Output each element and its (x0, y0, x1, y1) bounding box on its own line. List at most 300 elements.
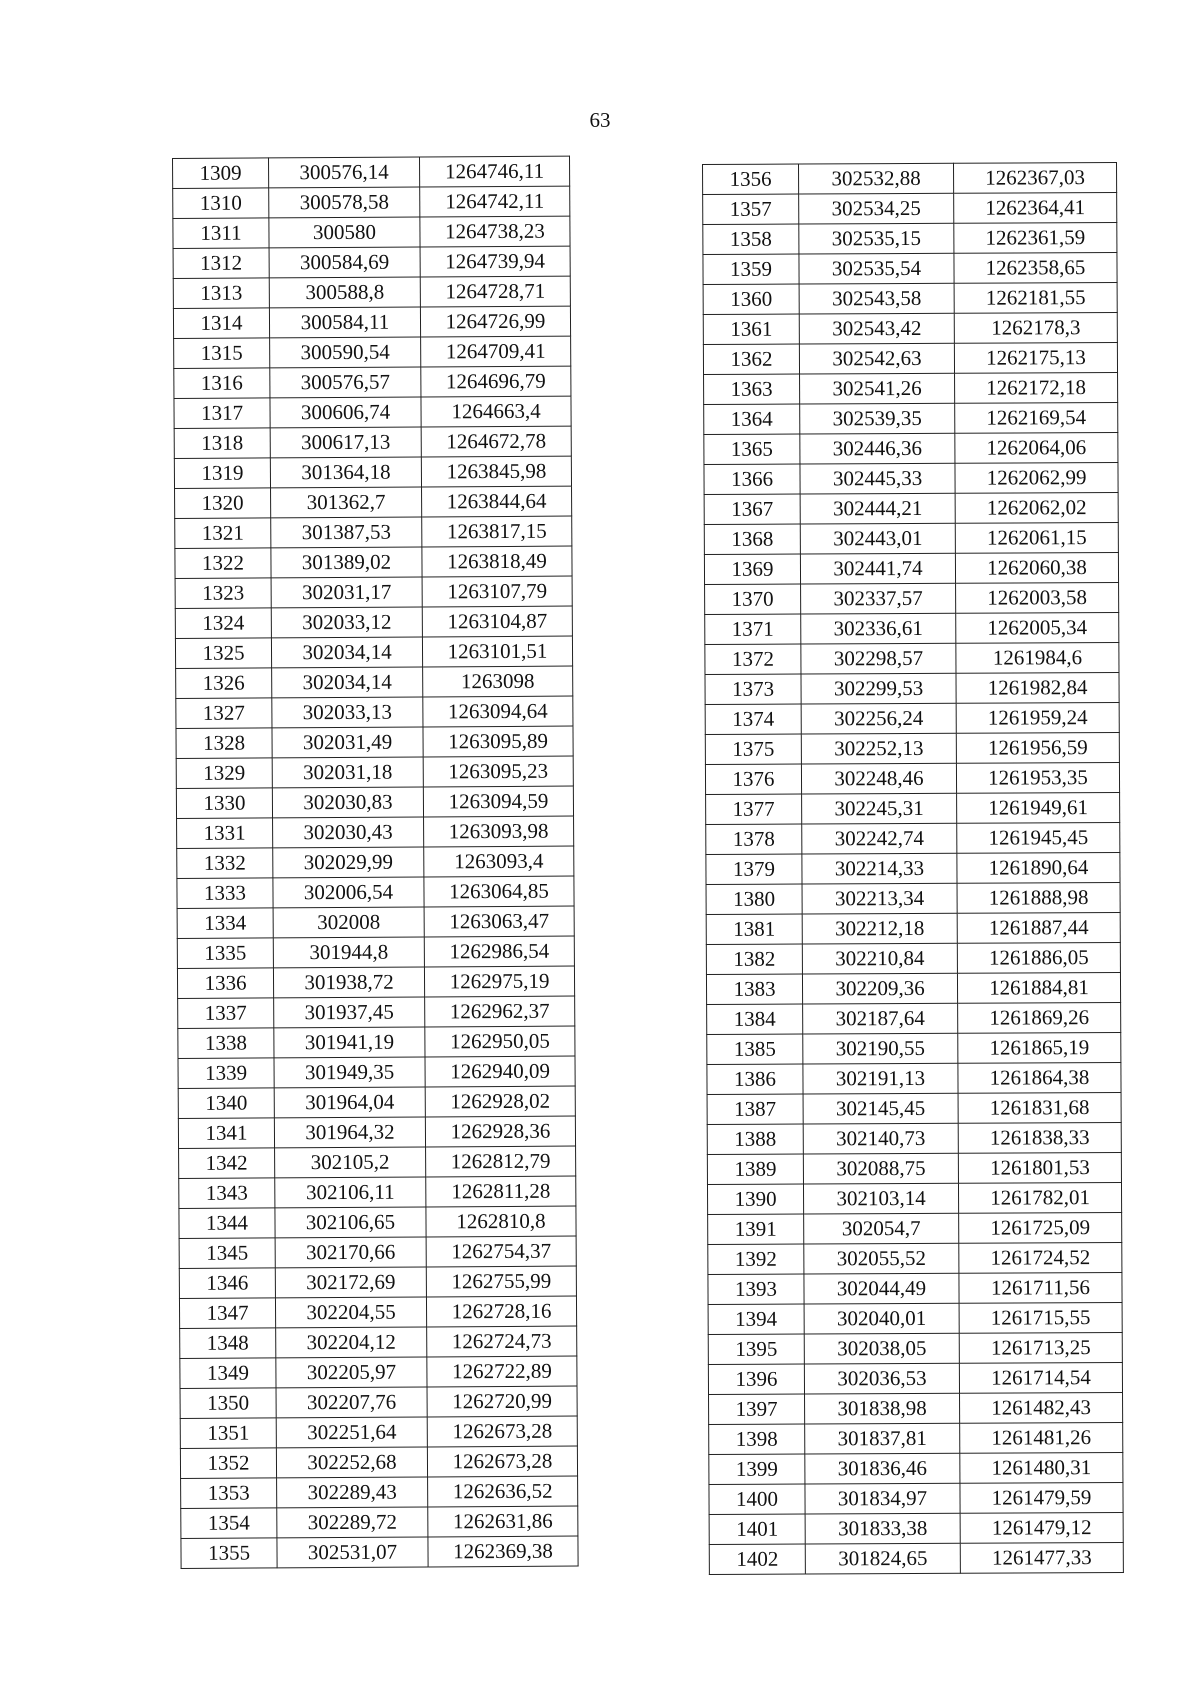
table-row (174, 426, 571, 458)
y-coordinate-cell: 1262928,02 (425, 1086, 575, 1117)
table-row (708, 1302, 1122, 1334)
point-number-cell: 1368 (704, 524, 800, 554)
point-number-cell: 1355 (181, 1538, 277, 1569)
y-coordinate-cell: 1261801,53 (958, 1152, 1121, 1183)
x-coordinate-cell: 302140,73 (803, 1123, 958, 1154)
table-row (173, 276, 570, 308)
table-row (707, 1062, 1121, 1094)
point-number-cell: 1386 (707, 1064, 803, 1094)
point-number-cell: 1347 (179, 1298, 275, 1329)
table-row (174, 366, 571, 398)
x-coordinate-cell: 301964,04 (274, 1087, 425, 1118)
x-coordinate-cell: 300576,57 (270, 367, 421, 398)
y-coordinate-cell: 1263093,4 (424, 846, 574, 877)
y-coordinate-cell: 1263095,23 (423, 756, 573, 787)
point-number-cell: 1323 (175, 578, 271, 609)
point-number-cell: 1361 (703, 314, 799, 344)
table-row (709, 1452, 1123, 1484)
x-coordinate-cell: 300584,11 (269, 307, 420, 338)
y-coordinate-cell: 1262367,03 (953, 162, 1116, 193)
table-row (177, 876, 574, 908)
x-coordinate-cell: 302033,13 (272, 697, 423, 728)
point-number-cell: 1375 (705, 734, 801, 764)
y-coordinate-cell: 1261479,12 (960, 1512, 1123, 1543)
point-number-cell: 1384 (707, 1004, 803, 1034)
table-row (709, 1392, 1123, 1424)
y-coordinate-cell: 1262986,54 (424, 936, 574, 967)
point-number-cell: 1326 (176, 668, 272, 699)
table-row (708, 1362, 1122, 1394)
x-coordinate-cell: 301834,97 (805, 1483, 960, 1514)
point-number-cell: 1324 (175, 608, 271, 639)
table-row (175, 576, 572, 608)
y-coordinate-cell: 1263063,47 (424, 906, 574, 937)
point-number-cell: 1321 (175, 518, 271, 549)
x-coordinate-cell: 302542,63 (799, 343, 954, 374)
table-row (181, 1506, 578, 1538)
x-coordinate-cell: 302445,33 (800, 463, 955, 494)
point-number-cell: 1310 (173, 188, 269, 219)
table-row (703, 192, 1117, 224)
point-number-cell: 1349 (180, 1358, 276, 1389)
x-coordinate-cell: 302256,24 (801, 703, 956, 734)
y-coordinate-cell: 1262061,15 (955, 522, 1118, 553)
y-coordinate-cell: 1263098 (423, 666, 573, 697)
table-row (178, 1026, 575, 1058)
point-number-cell: 1366 (704, 464, 800, 494)
point-number-cell: 1402 (709, 1544, 805, 1574)
x-coordinate-cell: 302006,54 (273, 877, 424, 908)
y-coordinate-cell: 1261884,81 (957, 972, 1120, 1003)
x-coordinate-cell: 300606,74 (270, 397, 421, 428)
point-number-cell: 1362 (703, 344, 799, 374)
x-coordinate-cell: 302190,55 (803, 1033, 958, 1064)
y-coordinate-cell: 1264728,71 (420, 276, 570, 307)
table-row (704, 522, 1118, 554)
x-coordinate-cell: 302034,14 (271, 637, 422, 668)
x-coordinate-cell: 302204,12 (276, 1327, 427, 1358)
table-row (706, 912, 1120, 944)
x-coordinate-cell: 302036,53 (804, 1363, 959, 1394)
point-number-cell: 1348 (180, 1328, 276, 1359)
x-coordinate-cell: 302106,11 (275, 1177, 426, 1208)
y-coordinate-cell: 1261482,43 (960, 1392, 1123, 1423)
table-row (175, 516, 572, 548)
table-row (173, 246, 570, 278)
table-row (179, 1296, 576, 1328)
y-coordinate-cell: 1262369,38 (428, 1536, 578, 1567)
y-coordinate-cell: 1262940,09 (425, 1056, 575, 1087)
x-coordinate-cell: 301941,19 (274, 1027, 425, 1058)
x-coordinate-cell: 302191,13 (803, 1063, 958, 1094)
y-coordinate-cell: 1261713,25 (959, 1332, 1122, 1363)
point-number-cell: 1380 (706, 884, 802, 914)
point-number-cell: 1393 (708, 1274, 804, 1304)
point-number-cell: 1327 (176, 698, 272, 729)
y-coordinate-cell: 1264738,23 (420, 216, 570, 247)
x-coordinate-cell: 301937,45 (274, 997, 425, 1028)
point-number-cell: 1372 (705, 644, 801, 674)
table-row (705, 672, 1119, 704)
point-number-cell: 1390 (707, 1184, 803, 1214)
table-row (174, 396, 571, 428)
x-coordinate-cell: 302532,88 (799, 163, 954, 194)
x-coordinate-cell: 301938,72 (273, 967, 424, 998)
x-coordinate-cell: 302336,61 (801, 613, 956, 644)
x-coordinate-cell: 300617,13 (270, 427, 421, 458)
x-coordinate-cell: 302299,53 (801, 673, 956, 704)
x-coordinate-cell: 302539,35 (800, 403, 955, 434)
x-coordinate-cell: 302337,57 (801, 583, 956, 614)
y-coordinate-cell: 1261949,61 (957, 792, 1120, 823)
y-coordinate-cell: 1264663,4 (421, 396, 571, 427)
y-coordinate-cell: 1262722,89 (427, 1356, 577, 1387)
x-coordinate-cell: 302106,65 (275, 1207, 426, 1238)
y-coordinate-cell: 1263094,59 (423, 786, 573, 817)
y-coordinate-cell: 1262755,99 (426, 1266, 576, 1297)
point-number-cell: 1379 (706, 854, 802, 884)
x-coordinate-cell: 302031,18 (272, 757, 423, 788)
x-coordinate-cell: 302105,2 (275, 1147, 426, 1178)
y-coordinate-cell: 1263064,85 (424, 876, 574, 907)
point-number-cell: 1392 (708, 1244, 804, 1274)
point-number-cell: 1383 (706, 974, 802, 1004)
table-row (180, 1386, 577, 1418)
table-row (175, 486, 572, 518)
y-coordinate-cell: 1262812,79 (426, 1146, 576, 1177)
table-row (179, 1236, 576, 1268)
table-row (179, 1266, 576, 1298)
y-coordinate-cell: 1262062,99 (955, 462, 1118, 493)
x-coordinate-cell: 302251,64 (276, 1417, 427, 1448)
point-number-cell: 1363 (704, 374, 800, 404)
table-row (706, 852, 1120, 884)
point-number-cell: 1317 (174, 398, 270, 429)
table-row (704, 432, 1118, 464)
x-coordinate-cell: 302044,49 (804, 1273, 959, 1304)
table-row (709, 1542, 1123, 1574)
point-number-cell: 1314 (173, 308, 269, 339)
y-coordinate-cell: 1263107,79 (422, 576, 572, 607)
table-row (176, 666, 573, 698)
table-row (180, 1356, 577, 1388)
x-coordinate-cell: 300578,58 (269, 187, 420, 218)
y-coordinate-cell: 1262636,52 (428, 1476, 578, 1507)
x-coordinate-cell: 301944,8 (273, 937, 424, 968)
y-coordinate-cell: 1263095,89 (423, 726, 573, 757)
x-coordinate-cell: 302205,97 (276, 1357, 427, 1388)
table-row (177, 936, 574, 968)
y-coordinate-cell: 1262169,54 (955, 402, 1118, 433)
table-row (180, 1416, 577, 1448)
y-coordinate-cell: 1261481,26 (960, 1422, 1123, 1453)
x-coordinate-cell: 300576,14 (269, 157, 420, 188)
table-row (704, 402, 1118, 434)
x-coordinate-cell: 302088,75 (803, 1153, 958, 1184)
point-number-cell: 1357 (703, 194, 799, 224)
y-coordinate-cell: 1263104,87 (422, 606, 572, 637)
x-coordinate-cell: 302187,64 (803, 1003, 958, 1034)
point-number-cell: 1332 (177, 848, 273, 879)
table-row (175, 546, 572, 578)
y-coordinate-cell: 1261715,55 (959, 1302, 1122, 1333)
x-coordinate-cell: 302441,74 (800, 553, 955, 584)
y-coordinate-cell: 1262720,99 (427, 1386, 577, 1417)
point-number-cell: 1370 (705, 584, 801, 614)
y-coordinate-cell: 1263101,51 (422, 636, 572, 667)
x-coordinate-cell: 302543,58 (799, 283, 954, 314)
table-row (173, 156, 570, 188)
point-number-cell: 1391 (708, 1214, 804, 1244)
table-row (708, 1272, 1122, 1304)
y-coordinate-cell: 1261714,54 (959, 1362, 1122, 1393)
point-number-cell: 1378 (706, 824, 802, 854)
y-coordinate-cell: 1262950,05 (425, 1026, 575, 1057)
point-number-cell: 1319 (174, 458, 270, 489)
y-coordinate-cell: 1261479,59 (960, 1482, 1123, 1513)
point-number-cell: 1382 (706, 944, 802, 974)
y-coordinate-cell: 1264726,99 (420, 306, 570, 337)
x-coordinate-cell: 301824,65 (805, 1543, 960, 1574)
y-coordinate-cell: 1261886,05 (957, 942, 1120, 973)
point-number-cell: 1346 (179, 1268, 275, 1299)
y-coordinate-cell: 1262810,8 (426, 1206, 576, 1237)
point-number-cell: 1335 (177, 938, 273, 969)
y-coordinate-cell: 1261888,98 (957, 882, 1120, 913)
table-row (709, 1482, 1123, 1514)
table-row (179, 1176, 576, 1208)
table-row (703, 162, 1117, 194)
y-coordinate-cell: 1262975,19 (424, 966, 574, 997)
table-row (174, 456, 571, 488)
table-row (705, 762, 1119, 794)
y-coordinate-cell: 1261724,52 (959, 1242, 1122, 1273)
point-number-cell: 1325 (175, 638, 271, 669)
point-number-cell: 1364 (704, 404, 800, 434)
x-coordinate-cell: 302170,66 (275, 1237, 426, 1268)
point-number-cell: 1320 (175, 488, 271, 519)
table-row (173, 306, 570, 338)
point-number-cell: 1312 (173, 248, 269, 279)
y-coordinate-cell: 1261959,24 (956, 702, 1119, 733)
point-number-cell: 1389 (707, 1154, 803, 1184)
point-number-cell: 1313 (173, 278, 269, 309)
point-number-cell: 1343 (179, 1178, 275, 1209)
y-coordinate-cell: 1262724,73 (427, 1326, 577, 1357)
y-coordinate-cell: 1261864,38 (958, 1062, 1121, 1093)
point-number-cell: 1316 (174, 368, 270, 399)
y-coordinate-cell: 1261953,35 (956, 762, 1119, 793)
x-coordinate-cell: 302535,54 (799, 253, 954, 284)
y-coordinate-cell: 1262003,58 (956, 582, 1119, 613)
table-row (704, 372, 1118, 404)
y-coordinate-cell: 1261480,31 (960, 1452, 1123, 1483)
y-coordinate-cell: 1263094,64 (423, 696, 573, 727)
x-coordinate-cell: 301949,35 (274, 1057, 425, 1088)
table-row (703, 282, 1117, 314)
y-coordinate-cell: 1261869,26 (958, 1002, 1121, 1033)
x-coordinate-cell: 302103,14 (803, 1183, 958, 1214)
x-coordinate-cell: 302008 (273, 907, 424, 938)
point-number-cell: 1369 (704, 554, 800, 584)
y-coordinate-cell: 1264739,94 (420, 246, 570, 277)
x-coordinate-cell: 302443,01 (800, 523, 955, 554)
x-coordinate-cell: 301836,46 (805, 1453, 960, 1484)
table-row (181, 1536, 578, 1568)
y-coordinate-cell: 1262062,02 (955, 492, 1118, 523)
point-number-cell: 1329 (176, 758, 272, 789)
y-coordinate-cell: 1263817,15 (422, 516, 572, 547)
x-coordinate-cell: 302444,21 (800, 493, 955, 524)
y-coordinate-cell: 1261838,33 (958, 1122, 1121, 1153)
point-number-cell: 1334 (177, 908, 273, 939)
y-coordinate-cell: 1261890,64 (957, 852, 1120, 883)
x-coordinate-cell: 302210,84 (802, 943, 957, 974)
y-coordinate-cell: 1262754,37 (426, 1236, 576, 1267)
table-row (180, 1446, 577, 1478)
point-number-cell: 1318 (174, 428, 270, 459)
table-row (175, 606, 572, 638)
y-coordinate-cell: 1263093,98 (424, 816, 574, 847)
point-number-cell: 1367 (704, 494, 800, 524)
point-number-cell: 1400 (709, 1484, 805, 1514)
table-row (704, 462, 1118, 494)
x-coordinate-cell: 302446,36 (800, 433, 955, 464)
x-coordinate-cell: 302033,12 (271, 607, 422, 638)
table-row (703, 342, 1117, 374)
table-row (706, 972, 1120, 1004)
x-coordinate-cell: 302054,7 (804, 1213, 959, 1244)
point-number-cell: 1398 (709, 1424, 805, 1454)
table-row (708, 1332, 1122, 1364)
y-coordinate-cell: 1264709,41 (421, 336, 571, 367)
x-coordinate-cell: 302204,55 (275, 1297, 426, 1328)
y-coordinate-cell: 1262181,55 (954, 282, 1117, 313)
y-coordinate-cell: 1263845,98 (421, 456, 571, 487)
x-coordinate-cell: 302172,69 (275, 1267, 426, 1298)
table-row (178, 1056, 575, 1088)
x-coordinate-cell: 302029,99 (273, 847, 424, 878)
y-coordinate-cell: 1262673,28 (427, 1446, 577, 1477)
y-coordinate-cell: 1262064,06 (955, 432, 1118, 463)
point-number-cell: 1338 (178, 1028, 274, 1059)
x-coordinate-cell: 301387,53 (271, 517, 422, 548)
table-row (703, 222, 1117, 254)
point-number-cell: 1371 (705, 614, 801, 644)
table-row (177, 906, 574, 938)
table-row (707, 1002, 1121, 1034)
table-row (179, 1206, 576, 1238)
x-coordinate-cell: 302145,45 (803, 1093, 958, 1124)
x-coordinate-cell: 302030,43 (273, 817, 424, 848)
point-number-cell: 1309 (173, 158, 269, 189)
table-row (703, 312, 1117, 344)
point-number-cell: 1394 (708, 1304, 804, 1334)
x-coordinate-cell: 302289,43 (277, 1477, 428, 1508)
x-coordinate-cell: 300580 (269, 217, 420, 248)
table-row (705, 582, 1119, 614)
x-coordinate-cell: 302543,42 (799, 313, 954, 344)
y-coordinate-cell: 1263818,49 (422, 546, 572, 577)
point-number-cell: 1397 (709, 1394, 805, 1424)
point-number-cell: 1345 (179, 1238, 275, 1269)
point-number-cell: 1342 (179, 1148, 275, 1179)
x-coordinate-cell: 301838,98 (805, 1393, 960, 1424)
table-row (704, 492, 1118, 524)
y-coordinate-cell: 1262178,3 (954, 312, 1117, 343)
table-row (707, 1152, 1121, 1184)
table-row (176, 786, 573, 818)
point-number-cell: 1395 (708, 1334, 804, 1364)
y-coordinate-cell: 1264742,11 (420, 186, 570, 217)
table-row (181, 1476, 578, 1508)
x-coordinate-cell: 300588,8 (269, 277, 420, 308)
x-coordinate-cell: 302289,72 (277, 1507, 428, 1538)
x-coordinate-cell: 302212,18 (802, 913, 957, 944)
table-row (177, 846, 574, 878)
x-coordinate-cell: 302242,74 (802, 823, 957, 854)
x-coordinate-cell: 302214,33 (802, 853, 957, 884)
y-coordinate-cell: 1261711,56 (959, 1272, 1122, 1303)
point-number-cell: 1322 (175, 548, 271, 579)
table-row (179, 1146, 576, 1178)
point-number-cell: 1315 (174, 338, 270, 369)
x-coordinate-cell: 301837,81 (805, 1423, 960, 1454)
y-coordinate-cell: 1262361,59 (954, 222, 1117, 253)
x-coordinate-cell: 302531,07 (277, 1537, 428, 1568)
x-coordinate-cell: 302038,05 (804, 1333, 959, 1364)
point-number-cell: 1331 (177, 818, 273, 849)
x-coordinate-cell: 302534,25 (799, 193, 954, 224)
point-number-cell: 1396 (708, 1364, 804, 1394)
y-coordinate-cell: 1262811,28 (426, 1176, 576, 1207)
point-number-cell: 1385 (707, 1034, 803, 1064)
y-coordinate-cell: 1261782,01 (958, 1182, 1121, 1213)
point-number-cell: 1354 (181, 1508, 277, 1539)
y-coordinate-cell: 1261477,33 (960, 1542, 1123, 1573)
point-number-cell: 1388 (707, 1124, 803, 1154)
y-coordinate-cell: 1261865,19 (958, 1032, 1121, 1063)
point-number-cell: 1341 (178, 1118, 274, 1149)
point-number-cell: 1356 (703, 164, 799, 194)
point-number-cell: 1377 (706, 794, 802, 824)
y-coordinate-cell: 1262060,38 (955, 552, 1118, 583)
y-coordinate-cell: 1262005,34 (956, 612, 1119, 643)
point-number-cell: 1330 (176, 788, 272, 819)
point-number-cell: 1365 (704, 434, 800, 464)
coordinates-table-right (702, 162, 1124, 1575)
y-coordinate-cell: 1262364,41 (954, 192, 1117, 223)
point-number-cell: 1337 (178, 998, 274, 1029)
table-row (180, 1326, 577, 1358)
point-number-cell: 1344 (179, 1208, 275, 1239)
x-coordinate-cell: 302298,57 (801, 643, 956, 674)
x-coordinate-cell: 300590,54 (270, 337, 421, 368)
point-number-cell: 1376 (705, 764, 801, 794)
y-coordinate-cell: 1262172,18 (955, 372, 1118, 403)
table-row (707, 1032, 1121, 1064)
table-row (176, 696, 573, 728)
y-coordinate-cell: 1261982,84 (956, 672, 1119, 703)
x-coordinate-cell: 302252,68 (276, 1447, 427, 1478)
table-row (173, 216, 570, 248)
table-row (707, 1092, 1121, 1124)
x-coordinate-cell: 302034,14 (272, 667, 423, 698)
table-row (178, 1086, 575, 1118)
x-coordinate-cell: 302055,52 (804, 1243, 959, 1274)
table-row (705, 612, 1119, 644)
x-coordinate-cell: 302248,46 (801, 763, 956, 794)
